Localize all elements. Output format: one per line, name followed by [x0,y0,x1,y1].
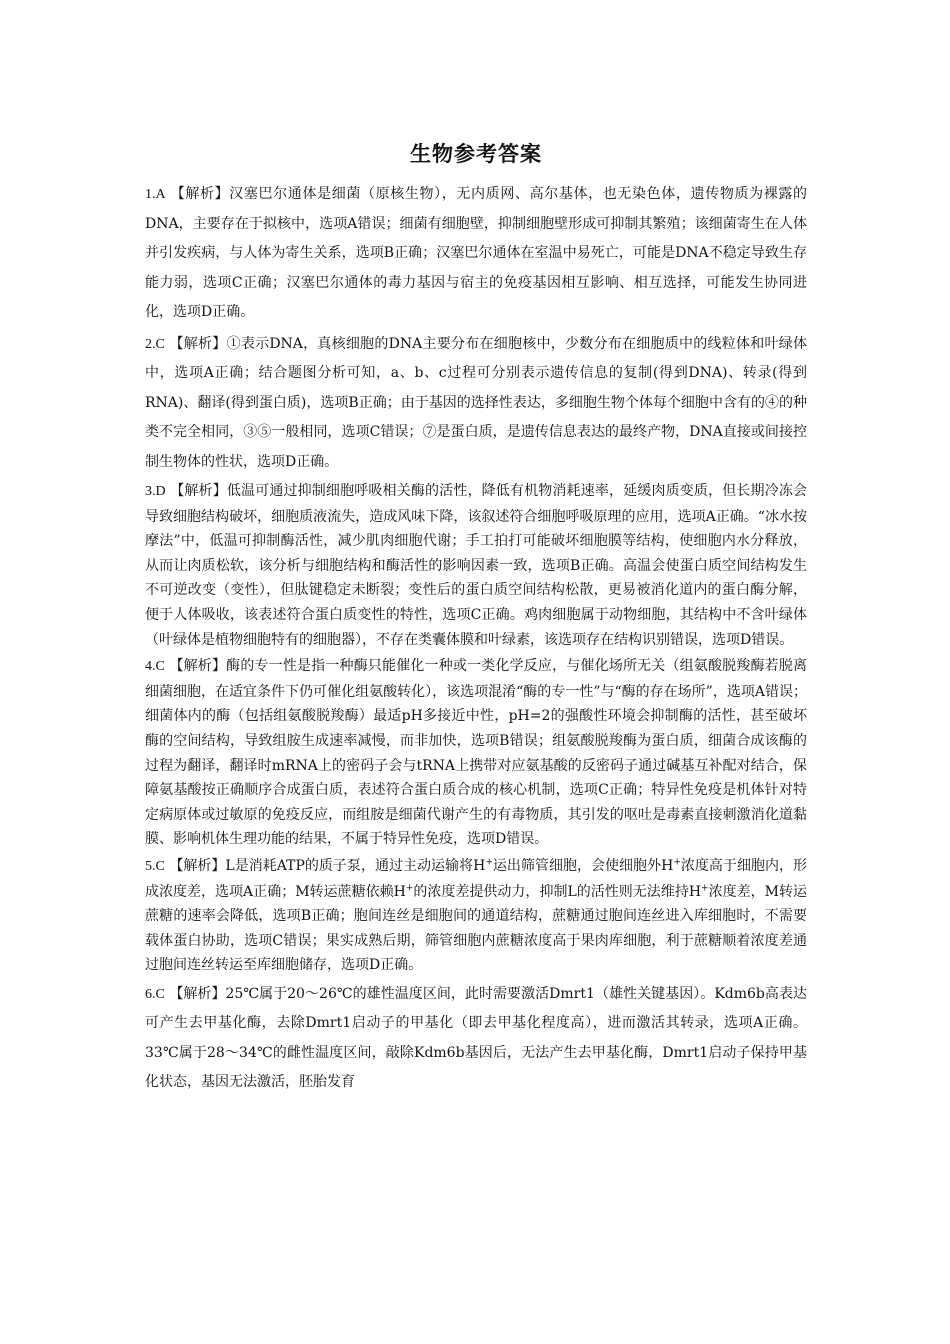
superscript-plus: + [701,882,709,893]
answer-item-3 [145,479,807,652]
analysis-tag: 【解析】 [170,186,230,202]
answer-number: 2.C [145,336,165,352]
answer-text-segment: 浓度差，M转运蔗糖的速率会降低，选项B正确；胞间连丝是细胞间的通道结构，蔗糖通过胞间连丝进入库细胞时，不需要载体蛋白协助，选项C错误；果实成熟后期，筛管细胞内蔗糖浓度高于果肉库细胞，利于蔗糖顺着浓度差通过胞间连丝转运至库细胞储存，选项D正确。 [145,883,807,974]
answer-text: ①表示DNA，真核细胞的DNA主要分布在细胞核中，少数分布在细胞质中的线粒体和叶绿体中，选项A正确；结合题图分析可知，a、b、c过程可分别表示遗传信息的复制(得到DNA)、转录(得到RNA)、翻译(得到蛋白质)，选项B正确；由于基因的选择性表达，多细胞生物个体每个细胞中含有的④的种类不完全相同，③⑤一般相同，选项C错误；⑦是蛋白质，是遗传信息表达的最终产物，DNA直接或间接控制生物体的性状，选项D正确。 [145,335,808,470]
superscript-plus: + [405,882,414,893]
answer-item-2 [145,330,807,478]
answer-item-6 [145,980,807,1098]
answer-page [145,138,807,1100]
answer-text: 25℃属于20～26℃的雄性温度区间，此时需要激活Dmrt1（雄性关键基因）。Kdm6b高表达可产生去甲基化酶，去除Dmrt1启动子的甲基化（即去甲基化程度高），进而激活其转录，选项A正确。33℃属于28～34℃的雌性温度区间，敲除Kdm6b基因后，无法产生去甲基化酶，Dmrt1启动子保持甲基化状态，基因无法激活，胚胎发育 [145,985,808,1091]
answer-text-segment: 运出筛管细胞，会使细胞外H [492,857,674,874]
answer-text-segment: L是消耗ATP的质子泵，通过主动运输将H [225,857,486,874]
answer-number: 1.A [145,187,166,202]
page-title: 生物参考答案 [410,142,542,166]
answer-number: 4.C [145,659,165,675]
answer-item-5 [145,854,807,978]
answer-number: 5.C [145,858,165,874]
answer-text: 汉塞巴尔通体是细菌（原核生物），无内质网、高尔基体，也无染色体，遗传物质为裸露的DNA，主要存在于拟核中，选项A错误；细菌有细胞壁，抑制细胞壁形成可抑制其繁殖；该细菌寄生在人体并引发疾病，与人体为寄生关系，选项B正确；汉塞巴尔通体在室温中易死亡，可能是DNA不稳定导致生存能力弱，选项C正确；汉塞巴尔通体的毒力基因与宿主的免疫基因相互影响、相互选择，可能发生协同进化，选项D正确。 [145,186,808,320]
analysis-tag: 【解析】 [169,658,227,675]
answer-number: 6.C [145,986,165,1002]
answer-text: 低温可通过抑制细胞呼吸相关酶的活性，降低有机物消耗速率，延缓肉质变质，但长期冷冻会导致细胞结构破坏，细胞质液流失，造成风味下降，该叙述符合细胞呼吸原理的应用，选项A正确。“冰水按摩法”中，低温可抑制酶活性，减少肌肉细胞代谢；手工拍打可能破坏细胞膜等结构，使细胞内水分释放，从而让肉质松软，该分析与细胞结构和酶活性的影响因素一致，选项B正确。高温会使蛋白质空间结构发生不可逆改变（变性），但肽键稳定未断裂；变性后的蛋白质空间结构松散，更易被消化道内的蛋白酶分解，便于人体吸收，该表述符合蛋白质变性的特性，选项C正确。鸡肉细胞属于动物细胞，其结构中不含叶绿体（叶绿体是植物细胞特有的细胞器），不存在类囊体膜和叶绿素，该选项存在结构识别错误，选项D错误。 [145,483,808,648]
answer-number: 3.D [145,484,166,499]
answer-item-4 [145,654,807,852]
answer-text: 酶的专一性是指一种酶只能催化一种或一类化学反应，与催化场所无关（组氨酸脱羧酶若脱离细菌细胞，在适宜条件下仍可催化组氨酸转化），该选项混淆“酶的专一性”与“酶的存在场所”，选项A错误；细菌体内的酶（包括组氨酸脱羧酶）最适pH多接近中性，pH=2的强酸性环境会抑制酶的活性，甚至破坏酶的空间结构，导致组胺生成速率减慢，而非加快，选项B错误；组氨酸脱羧酶为蛋白质，细菌合成该酶的过程为翻译，翻译时mRNA上的密码子会与tRNA上携带对应氨基酸的反密码子通过碱基互补配对结合，保障氨基酸按正确顺序合成蛋白质，表述符合蛋白质合成的核心机制，选项C正确；特异性免疫是机体针对特定病原体或过敏原的免疫反应，而组胺是细菌代谢产生的有毒物质，其引发的呕吐是毒素直接刺激消化道黏膜、影响机体生理功能的结果，不属于特异性免疫，选项D错误。 [145,658,808,848]
analysis-tag: 【解析】 [169,985,226,1002]
superscript-plus: + [673,857,681,868]
analysis-tag: 【解析】 [170,483,227,499]
answer-text-segment: 的浓度差提供动力，抑制L的活性则无法维持H [413,883,702,900]
analysis-tag: 【解析】 [169,857,226,874]
superscript-plus: + [485,857,493,868]
analysis-tag: 【解析】 [169,335,227,352]
answer-item-1 [145,180,807,328]
answer-text-segment: 浓度高于细胞内，形成浓度差，选项A正确；M转运蔗糖依赖H [145,857,808,900]
